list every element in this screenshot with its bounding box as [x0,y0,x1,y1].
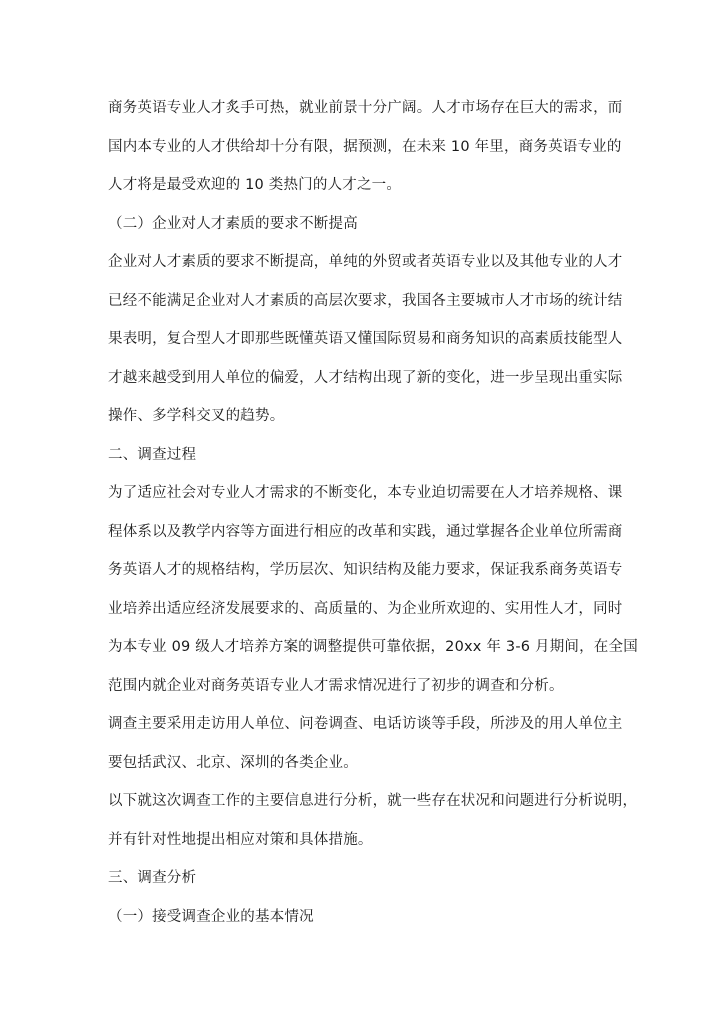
paragraph-line: 操作、多学科交叉的趋势。 [108,408,285,424]
paragraph-line: 商务英语专业人才炙手可热，就业前景十分广阔。人才市场存在巨大的需求，而 [108,100,623,116]
paragraph-line: 国内本专业的人才供给却十分有限，据预测，在未来 10 年里，商务英语专业的 [108,138,622,155]
paragraph-line: 人才将是最受欢迎的 10 类热门的人才之一。 [108,177,402,193]
paragraph-line: 为了适应社会对专业人才需求的不断变化，本专业迫切需要在人才培养规格、课 [108,485,623,501]
paragraph-line: 业培养出适应经济发展要求的、高质量的、为企业所欢迎的、实用性人才，同时 [108,600,623,617]
paragraph-line: 要包括武汉、北京、深圳的各类企业。 [108,754,358,771]
paragraph-line: 程体系以及教学内容等方面进行相应的改革和实践，通过掌握各企业单位所需商 [108,523,623,540]
paragraph-line: 务英语人才的规格结构，学历层次、知识结构及能力要求，保证我系商务英语专 [108,562,623,578]
paragraph-line: 调查主要采用走访用人单位、问卷调查、电话访谈等手段，所涉及的用人单位主 [108,716,623,732]
paragraph-line: 已经不能满足企业对人才素质的高层次要求，我国各主要城市人才市场的统计结 [108,292,623,309]
subsection-heading: （一）接受调查企业的基本情况 [108,908,314,925]
paragraph-line: 为本专业 09 级人才培养方案的调整提供可靠依据，20xx 年 3-6 月期间，在全国 [108,639,638,655]
paragraph-line: 并有针对性地提出相应对策和具体措施。 [108,831,373,848]
paragraph-line: 才越来越受到用人单位的偏爱，人才结构出现了新的变化，进一步呈现出重实际 [108,369,623,386]
paragraph-line: 范围内就企业对商务英语专业人才需求情况进行了初步的调查和分析。 [108,677,564,694]
section-heading: 三、调查分析 [108,870,197,886]
section-heading: （二）企业对人才素质的要求不断提高 [108,215,358,232]
paragraph-line: 以下就这次调查工作的主要信息进行分析，就一些存在状况和问题进行分析说明， [108,793,638,809]
paragraph-line: 企业对人才素质的要求不断提高，单纯的外贸或者英语专业以及其他专业的人才 [108,254,623,270]
section-heading: 二、调查过程 [108,446,197,463]
document-body [108,93,638,940]
paragraph-line: 果表明，复合型人才即那些既懂英语又懂国际贸易和商务知识的高素质技能型人 [108,331,623,347]
